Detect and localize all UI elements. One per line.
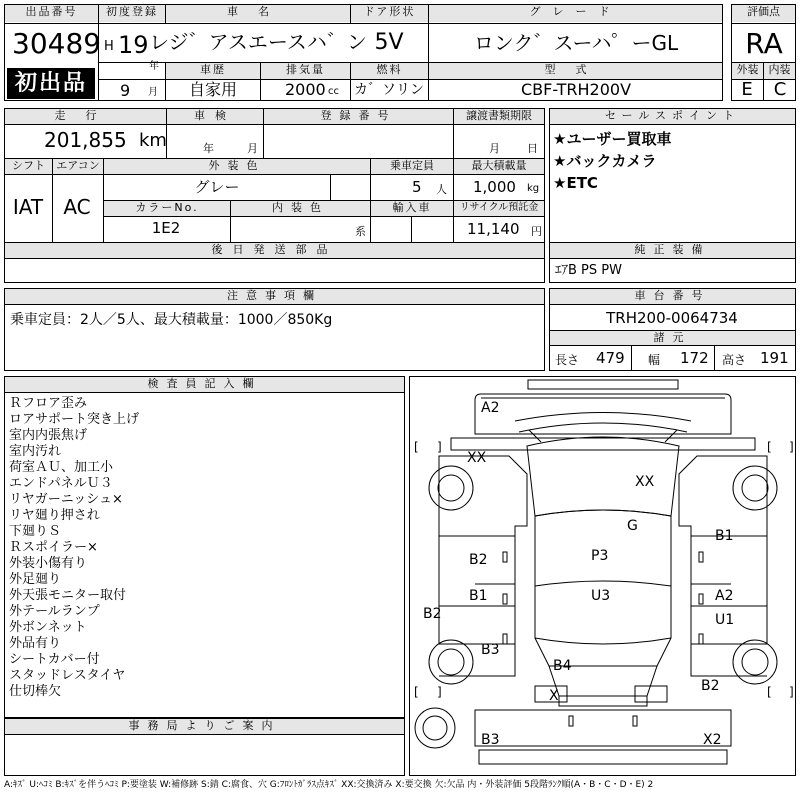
inspector-note: 外ボンネット <box>9 620 87 635</box>
fuel: カ゛ソリン <box>354 82 424 98</box>
inspector-note: リヤ廻り押され <box>9 508 100 523</box>
car-mark: B2 <box>701 678 720 694</box>
transfer-month-unit: 月 <box>489 142 500 155</box>
displacement-unit: cc <box>328 86 339 97</box>
svg-text:]: ] <box>437 685 442 699</box>
svg-text:[: [ <box>414 440 419 454</box>
interior-label: 内装 <box>764 63 795 79</box>
car-mark: A2 <box>715 588 734 604</box>
interior-color-suffix: 系 <box>355 225 366 238</box>
inspector-note: 下廻りＳ <box>9 524 62 539</box>
car-mark: P3 <box>591 548 609 564</box>
mileage: 201,855 <box>44 128 127 152</box>
notes-label: 注意事項欄 <box>5 289 544 304</box>
first-reg-month: 9 <box>120 81 131 100</box>
svg-text:]: ] <box>789 440 794 454</box>
car-mark: B1 <box>469 588 488 604</box>
color-no: 1E2 <box>151 219 181 237</box>
car-mark: B1 <box>715 528 734 544</box>
svg-text:[: [ <box>767 440 772 454</box>
inspector-label: 検査員記入欄 <box>5 377 404 392</box>
inspector-note: 外テールランプ <box>9 604 100 619</box>
inspector-note: スタッドレスタイヤ <box>9 668 126 683</box>
shift-label: シフト <box>5 159 52 174</box>
car-mark: X2 <box>703 732 722 748</box>
car-mark: X <box>549 688 559 704</box>
max-load: 1,000 <box>473 178 516 196</box>
inspector-note: 外品有り <box>9 636 62 651</box>
car-mark: U3 <box>591 588 611 604</box>
exterior-grade: E <box>741 79 753 100</box>
displacement: 2000 <box>285 80 326 99</box>
dim-width-label: 幅 <box>648 353 661 367</box>
inspector-note: ロアサポート突き上げ <box>9 412 140 427</box>
first-reg-year-unit: 年 <box>149 61 159 72</box>
dim-height: 191 <box>760 349 789 367</box>
sales-point-label: セールスポイント <box>550 109 795 124</box>
max-load-label: 最大積載量 <box>454 159 544 174</box>
inspection-month-unit: 月 <box>247 142 258 155</box>
car-mark: B4 <box>553 658 572 674</box>
recycle: 11,140 <box>467 220 520 238</box>
dims-label: 諸元 <box>550 331 795 345</box>
inspector-note: Ｒスポイラー× <box>9 540 98 555</box>
grade: ロンク゛スーハ゜ーGL <box>473 31 679 55</box>
mileage-unit: km <box>139 130 167 151</box>
exterior-color: グレー <box>194 178 240 196</box>
dim-width: 172 <box>680 349 709 367</box>
inspector-notes <box>9 396 139 700</box>
displacement-label: 排気量 <box>261 63 350 79</box>
capacity: 5 <box>412 178 422 196</box>
lot-number: 30489 <box>12 27 102 60</box>
car-mark: B3 <box>481 642 500 658</box>
first-reg-month-unit: 月 <box>148 87 158 98</box>
car-name-label: 車名 <box>166 5 350 22</box>
car-mark: B2 <box>423 606 442 622</box>
rating-label: 評価点 <box>732 5 795 22</box>
mileage-label: 走行 <box>5 109 166 124</box>
transfer-label: 譲渡書類期限 <box>454 109 544 124</box>
shift: IAT <box>12 195 44 219</box>
first-reg-label: 初度登録 <box>99 5 165 22</box>
svg-text:[: [ <box>414 685 419 699</box>
import-label: 輸入車 <box>371 201 453 216</box>
recycle-unit: 円 <box>531 225 542 238</box>
car-mark: A2 <box>481 400 500 416</box>
fuel-label: 燃料 <box>351 63 428 79</box>
model-code-label: 型式 <box>429 63 722 79</box>
capacity-label: 乗車定員 <box>371 159 453 174</box>
first-listing-badge: 初出品 <box>7 68 95 99</box>
inspector-note: 外装小傷有り <box>9 556 88 571</box>
car-mark: U1 <box>715 612 735 628</box>
first-reg-era: H <box>104 39 114 54</box>
door-type-label: ドア形状 <box>351 5 428 22</box>
inspector-note: エンドパネルＵ３ <box>9 476 113 491</box>
car-mark: G <box>627 518 638 534</box>
interior-color-label: 内装色 <box>231 201 370 216</box>
inspector-note: リヤガーニッシュ× <box>9 492 123 507</box>
history-label: 車歴 <box>166 63 260 79</box>
inspection-year-unit: 年 <box>203 142 214 155</box>
genuine-equipment: ｴｱB PS PW <box>555 263 622 278</box>
notes: 乗車定員：2人／5人、最大積載量：1000／850Kg <box>10 312 333 328</box>
genuine-equipment-label: 純正装備 <box>550 243 795 258</box>
lot-number-label: 出品番号 <box>5 5 98 22</box>
later-parts-label: 後日発送部品 <box>5 243 544 258</box>
car-mark: XX <box>635 474 655 490</box>
interior-grade: C <box>773 79 787 100</box>
sales-point-3: ★ETC <box>553 174 598 192</box>
sales-point-1: ★ユーザー買取車 <box>553 130 672 148</box>
aircon-label: エアコン <box>53 159 103 174</box>
capacity-unit: 人 <box>436 183 447 196</box>
inspector-note: Ｒフロア歪み <box>9 396 88 411</box>
registration-label: 登録番号 <box>264 109 453 124</box>
car-name: レジ゛アスエースハ゛ン <box>149 30 367 54</box>
inspector-note: シートカバー付 <box>9 652 100 667</box>
inspection-label: 車検 <box>167 109 263 124</box>
inspector-note: 外天張モニター取付 <box>9 588 127 603</box>
door-type: 5V <box>374 30 404 55</box>
grade-label: グレード <box>429 5 722 22</box>
car-mark: XX <box>467 450 487 466</box>
svg-text:]: ] <box>437 440 442 454</box>
dim-height-label: 高さ <box>722 353 747 367</box>
first-reg-year: 19 <box>118 31 149 59</box>
car-mark: B2 <box>469 552 488 568</box>
color-label: 外装色 <box>104 159 370 174</box>
inspector-note: 室内汚れ <box>9 444 62 459</box>
car-mark: B3 <box>481 732 500 748</box>
exterior-label: 外装 <box>732 63 763 79</box>
svg-text:[: [ <box>767 685 772 699</box>
dim-length: 479 <box>596 349 625 367</box>
svg-text:]: ] <box>789 685 794 699</box>
car-diagram <box>409 376 796 776</box>
history: 自家用 <box>188 80 238 99</box>
aircon: AC <box>63 195 91 219</box>
max-load-unit: kg <box>527 183 540 194</box>
inspector-note: 室内内張焦げ <box>9 428 88 443</box>
inspector-note: 仕切棒欠 <box>9 684 62 699</box>
chassis-number: TRH200-0064734 <box>606 309 738 327</box>
dim-length-label: 長さ <box>555 353 580 367</box>
color-no-label: カラーNo. <box>104 201 230 216</box>
transfer-day-unit: 日 <box>527 142 538 155</box>
recycle-label: リサイクル預託金 <box>454 201 544 216</box>
inspector-note: 荷室ＡＵ、加工小 <box>9 460 114 475</box>
legend: A:ｷｽﾞ U:ﾍｺﾐ B:ｷｽﾞを伴うﾍｺﾐ P:要塗装 W:補修跡 S:錆 C:腐食、穴 G:ﾌﾛﾝﾄｶﾞﾗｽ点ｷｽﾞ XX:交換済み X:要交換 欠:欠品 内・外装評価 5段階ﾗﾝｸ順(A・B・C・D・E) 2 <box>4 780 654 790</box>
inspector-note: 外足廻り <box>9 572 62 587</box>
chassis-label: 車台番号 <box>550 289 795 304</box>
rating: RA <box>745 27 783 60</box>
model-code: CBF-TRH200V <box>520 80 632 99</box>
sales-point-2: ★バックカメラ <box>553 152 657 170</box>
office-label: 事務局よりご案内 <box>5 719 404 734</box>
